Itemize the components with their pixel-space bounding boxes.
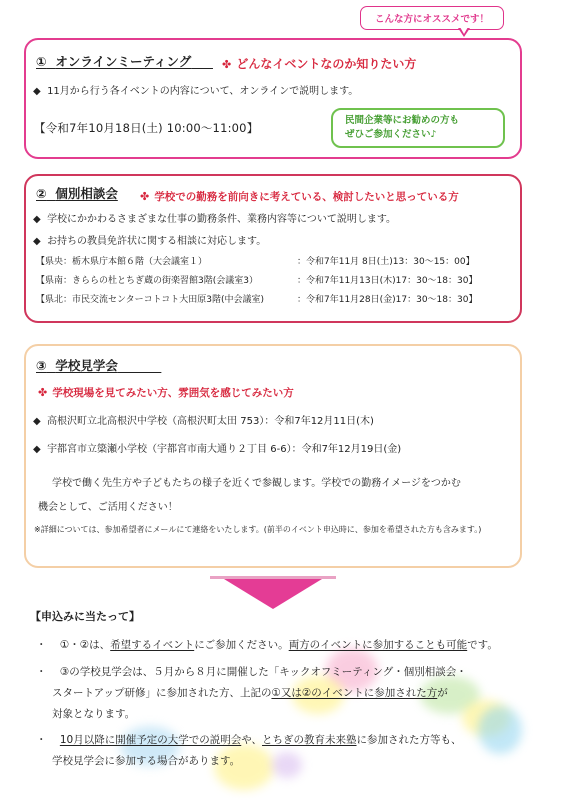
- section3-school2-text: 宇都宮市立簗瀬小学校（宇都宮市南大通り２丁目 6-6）：令和7年12月19日(金): [47, 444, 402, 455]
- clover-icon: ✤: [38, 386, 48, 399]
- bubble-tail-inner: [460, 27, 468, 34]
- diamond-icon: ◆: [33, 444, 41, 455]
- bullet-dot: ・: [36, 639, 47, 651]
- venue-place: 【県北：市民交流センターコトコト大田原3階(中会議室): [36, 295, 265, 305]
- section1-note-box: [331, 108, 505, 148]
- diamond-icon: ◆: [33, 416, 41, 427]
- apply-underline: とちぎの教育未来塾: [262, 734, 357, 746]
- section3-school2: [33, 440, 401, 455]
- section2-heading: [36, 186, 118, 201]
- bullet-dot: ・: [36, 734, 47, 746]
- venue-row: [36, 273, 258, 286]
- section3-title: [36, 356, 161, 374]
- apply-underline: 両方のイベントに参加することも可能: [288, 639, 468, 651]
- section2-title: [36, 184, 118, 202]
- section2-desc1-text: 学校にかかわるさまざまな仕事の勤務条件、業務内容等について説明します。: [47, 214, 397, 225]
- apply-underline: ①又は②のイベントに参加された方: [271, 687, 438, 699]
- diamond-icon: ◆: [33, 236, 41, 247]
- section2-name: 個別相談会: [55, 186, 118, 201]
- decor-blob-purple: [272, 752, 302, 778]
- apply-text: にご参加ください。: [194, 639, 289, 651]
- venue-date: ：令和7年11月28日(金)17：30～18：30】: [297, 295, 478, 305]
- bullet-dot: ・: [36, 666, 47, 678]
- section2-desc1: [33, 210, 396, 225]
- recommend-bubble-text: こんな方にオススメです！: [375, 14, 489, 25]
- apply-text: ③の学校見学会は、５月から８月に開催した「キックオフミーティング・個別相談会・: [59, 666, 467, 678]
- section3-para1: 学校で働く先生方や子どもたちの様子を近くで参観します。学校での勤務イメージをつかむ: [52, 478, 461, 489]
- apply-underline: 10月以降に開催予定の大学での説明会: [59, 734, 242, 746]
- section2-desc2: [33, 232, 266, 247]
- venue-row: [36, 292, 264, 305]
- apply-text: が: [437, 687, 448, 699]
- section1-heading: [36, 54, 213, 69]
- apply-bullet-1: [36, 637, 498, 652]
- venue-place: 【県南：きららの杜とちぎ蔵の街楽習館3階(会議室3）: [36, 276, 258, 286]
- section3-name: 学校見学会: [55, 358, 118, 373]
- section3-para2: 機会として、ご活用ください！: [38, 502, 178, 513]
- apply-bullet-2: [36, 664, 467, 679]
- section1-note-line1: 民間企業等にお勧めの方も: [345, 115, 460, 126]
- apply-text: に参加された方等も、: [356, 734, 462, 746]
- decor-blob-blue: [478, 706, 522, 754]
- section1-name: オンラインミーティング: [55, 54, 192, 69]
- section3-note: ※詳細については、参加希望者にメールにて連絡をいたします。(前半のイベント申込時に、参加を希望された方も含みます。): [34, 525, 482, 534]
- section3-target: [38, 381, 294, 400]
- section1-date: 【令和7年10月18日(土) 10:00～11:00】: [34, 121, 259, 135]
- clover-icon: ✤: [140, 190, 150, 203]
- section2-target-text: 学校での勤務を前向きに考えている、検討したいと思っている方: [154, 191, 459, 203]
- apply-underline: 希望するイベント: [110, 639, 195, 651]
- apply-bullet-3-cont: 学校見学会に参加する場合があります。: [52, 755, 241, 767]
- section2-number: ②: [36, 186, 47, 201]
- section2-target: [140, 185, 459, 204]
- diamond-icon: ◆: [33, 86, 41, 97]
- down-arrow-icon: [224, 579, 322, 609]
- section3-school1: [33, 412, 374, 427]
- section1-target-text: どんなイベントなのか知りたい方: [236, 57, 417, 71]
- venue-row: [36, 254, 207, 267]
- apply-text: ①・②は、: [59, 639, 111, 651]
- section3-target-text: 学校現場を見てみたい方、雰囲気を感じてみたい方: [52, 387, 294, 399]
- apply-bullet-2-cont: [52, 685, 448, 700]
- section3-number: ③: [36, 358, 47, 373]
- apply-text: です。: [467, 639, 498, 651]
- section3-heading: [36, 358, 161, 373]
- venue-place: 【県央：栃木県庁本館６階（大会議室１）: [36, 257, 208, 267]
- section1-desc-text: 11月から行う各イベントの内容について、オンラインで説明します。: [47, 86, 359, 97]
- clover-icon: ✤: [222, 58, 232, 71]
- apply-heading: 【申込みに当たって】: [30, 610, 140, 623]
- section3-school1-text: 高根沢町立北高根沢中学校（高根沢町太田 753）：令和7年12月11日(木): [47, 416, 374, 427]
- apply-bullet-2-end: 対象となります。: [52, 708, 136, 720]
- venue-date: ：令和7年11月 8日(土)13：30～15：00】: [297, 257, 475, 267]
- diamond-icon: ◆: [33, 214, 41, 225]
- section1-note-line2: ぜひご参加ください♪: [345, 129, 437, 140]
- recommend-bubble: [360, 6, 504, 30]
- section1-target: [222, 53, 416, 72]
- apply-text: スタートアップ研修」に参加された方、上記の: [52, 687, 272, 699]
- section1-number: ①: [36, 54, 47, 69]
- section2-desc2-text: お持ちの教員免許状に関する相談に対応します。: [47, 236, 267, 247]
- apply-text: や、: [241, 734, 263, 746]
- venue-date: ：令和7年11月13日(木)17：30～18：30】: [297, 276, 478, 286]
- section1-desc: [33, 82, 358, 97]
- apply-bullet-3: [36, 732, 462, 747]
- section1-title: [36, 52, 213, 70]
